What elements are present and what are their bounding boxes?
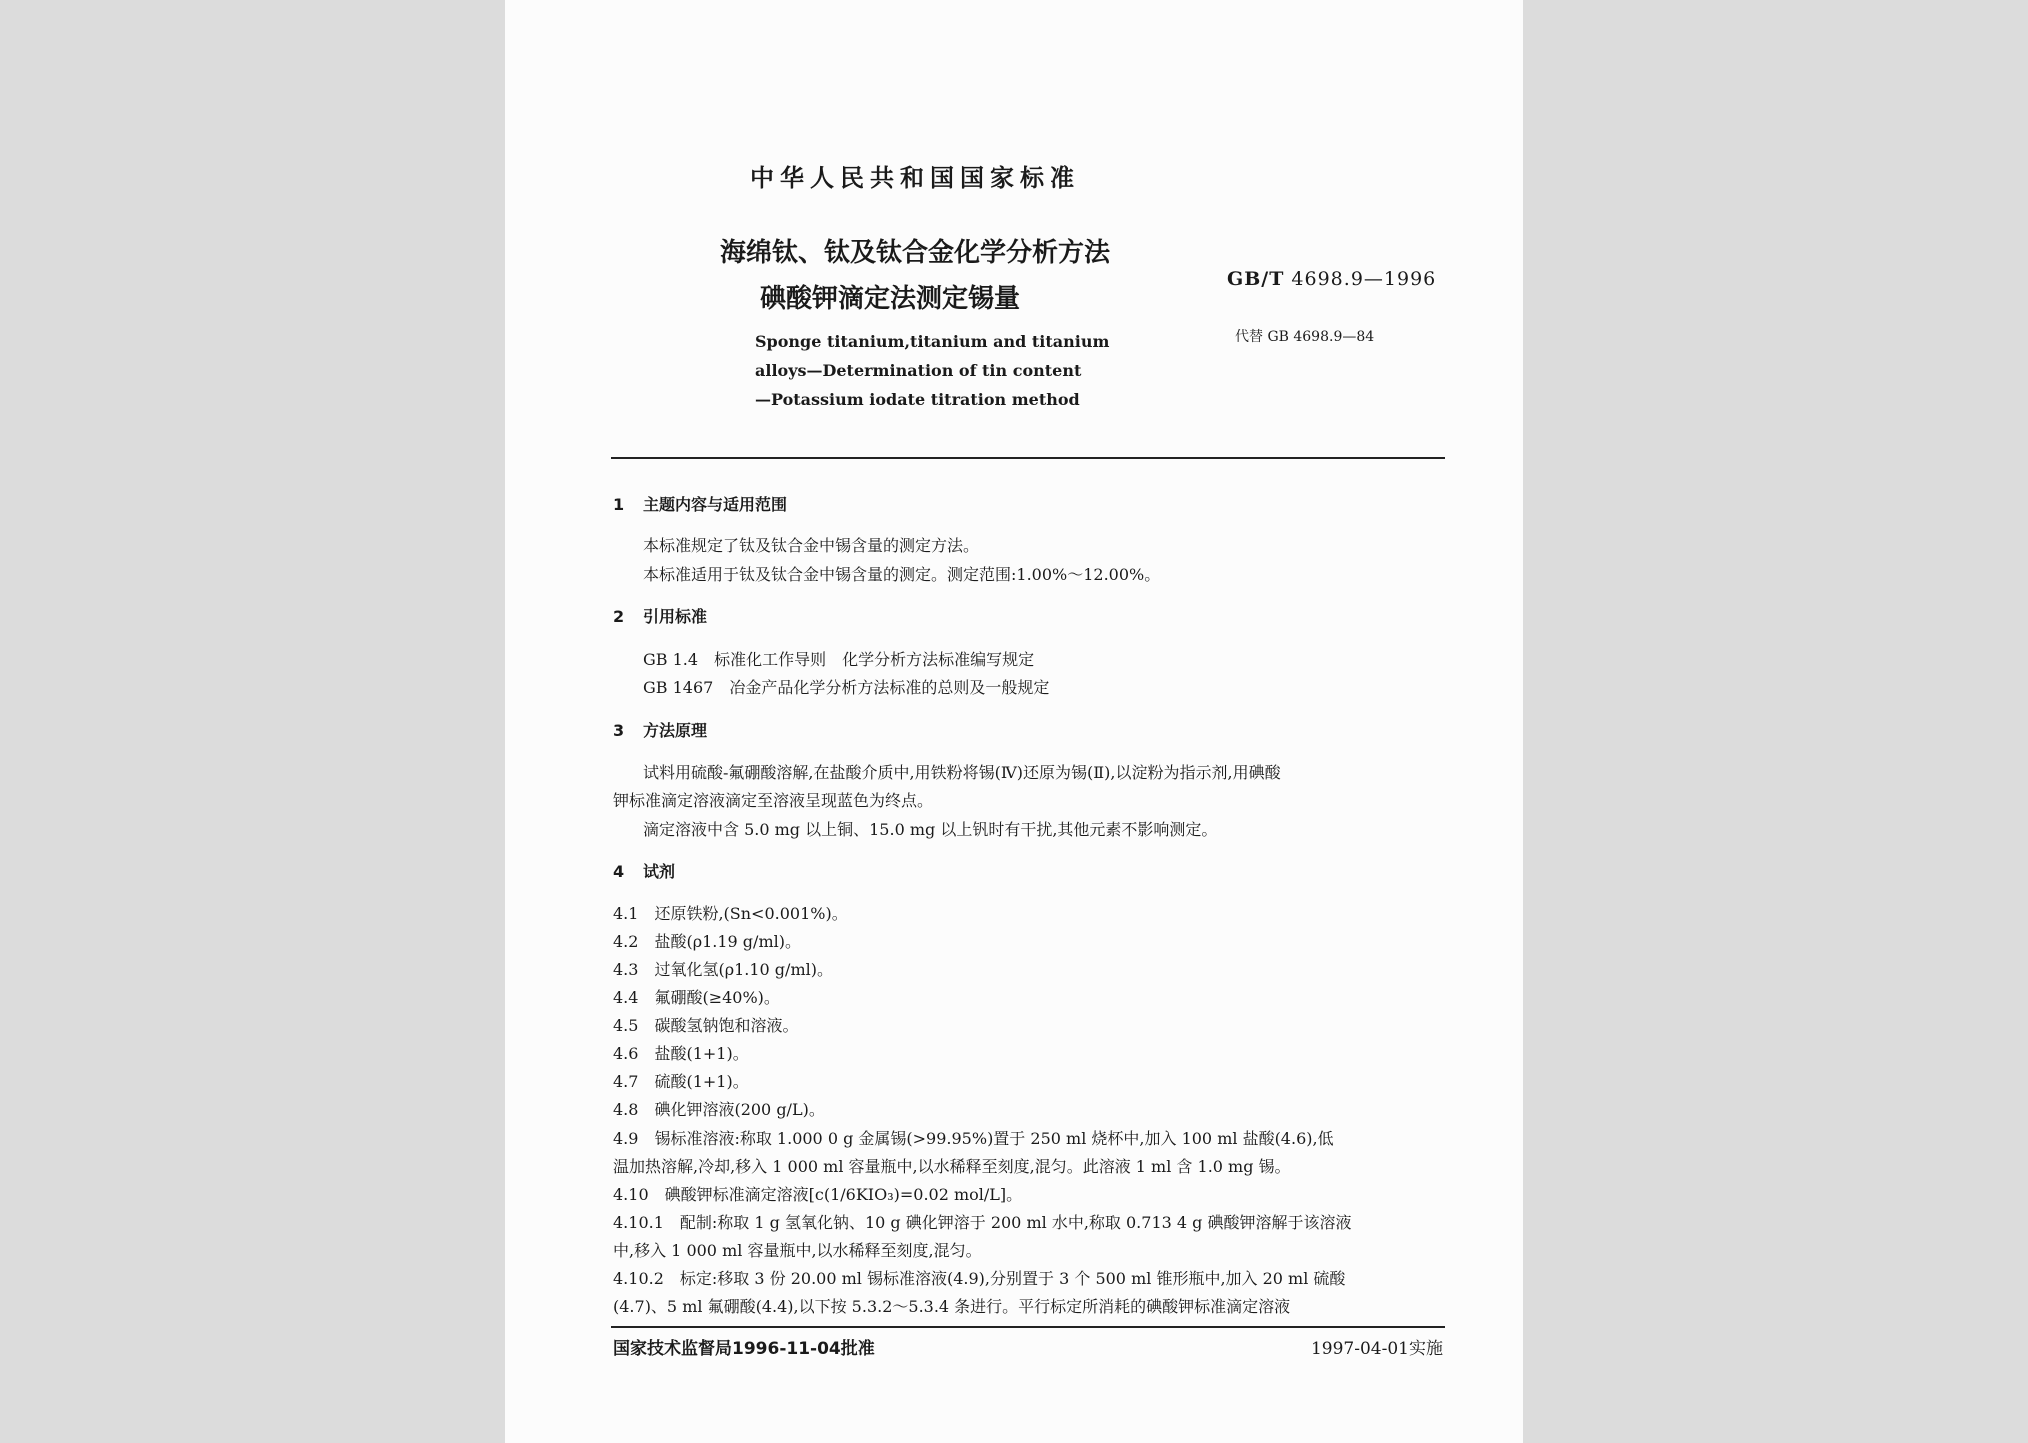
title-cn-line2: 碘酸钾滴定法测定锡量	[760, 284, 1021, 314]
title-en-line3: —Potassium iodate titration method	[755, 390, 1080, 409]
paragraph: 本标准适用于钛及钛合金中锡含量的测定。测定范围:1.00%～12.00%。	[643, 565, 1161, 584]
section-number: 1	[613, 495, 625, 514]
section-title: 方法原理	[643, 721, 708, 740]
section-number: 4	[613, 862, 625, 881]
reagent-item: 4.10 碘酸钾标准滴定溶液[c(1/6KIO₃)=0.02 mol/L]。	[613, 1185, 1023, 1204]
standard-code-prefix: GB/T	[1227, 268, 1285, 290]
reagent-item: 4.10.2 标定:移取 3 份 20.00 ml 锡标准溶液(4.9),分别置于 3 个 500 ml 锥形瓶中,加入 20 ml 硫酸	[613, 1269, 1346, 1288]
reagent-item: 4.7 硫酸(1+1)。	[613, 1072, 749, 1091]
reagent-item-continued: 中,移入 1 000 ml 容量瓶中,以水稀释至刻度,混匀。	[613, 1241, 982, 1260]
section-1-heading	[613, 492, 787, 515]
section-title: 主题内容与适用范围	[643, 495, 788, 514]
title-en-line1: Sponge titanium,titanium and titanium	[755, 332, 1110, 351]
title-cn-line1: 海绵钛、钛及钛合金化学分析方法	[720, 238, 1111, 268]
implementation-date: 1997-04-01实施	[1310, 1339, 1443, 1359]
header-divider	[611, 457, 1445, 459]
paragraph: 钾标准滴定溶液滴定至溶液呈现蓝色为终点。	[613, 791, 934, 810]
paragraph: 滴定溶液中含 5.0 mg 以上铜、15.0 mg 以上钒时有干扰,其他元素不影响测定。	[643, 820, 1218, 839]
national-standard-heading: 中华人民共和国国家标准	[750, 164, 1080, 192]
reagent-item: 4.9 锡标准溶液:称取 1.000 0 g 金属锡(>99.95%)置于 250 ml 烧杯中,加入 100 ml 盐酸(4.6),低	[613, 1129, 1334, 1148]
paragraph: 试料用硫酸-氟硼酸溶解,在盐酸介质中,用铁粉将锡(Ⅳ)还原为锡(Ⅱ),以淀粉为指示剂,用碘酸	[643, 763, 1281, 782]
reagent-item: 4.6 盐酸(1+1)。	[613, 1044, 749, 1063]
section-2-heading	[613, 604, 707, 627]
reagent-item: 4.3 过氧化氢(ρ1.10 g/ml)。	[613, 960, 833, 979]
standard-code-number: 4698.9—1996	[1291, 268, 1437, 290]
reagent-item: 4.4 氟硼酸(≥40%)。	[613, 988, 780, 1007]
reagent-item: 4.2 盐酸(ρ1.19 g/ml)。	[613, 932, 801, 951]
standard-code	[1227, 268, 1436, 290]
reagent-item: 4.8 碘化钾溶液(200 g/L)。	[613, 1100, 825, 1119]
approval-date: 国家技术监督局1996-11-04批准	[613, 1339, 875, 1359]
paragraph: 本标准规定了钛及钛合金中锡含量的测定方法。	[643, 536, 980, 555]
section-number: 2	[613, 607, 625, 626]
replaces-note: 代替 GB 4698.9—84	[1235, 329, 1375, 345]
footer-divider	[611, 1326, 1445, 1328]
section-number: 3	[613, 721, 625, 740]
section-3-heading	[613, 718, 707, 741]
reference-item: GB 1467 冶金产品化学分析方法标准的总则及一般规定	[643, 678, 1050, 697]
title-en-line2: alloys—Determination of tin content	[755, 361, 1082, 380]
document-page	[505, 0, 1523, 1443]
section-title: 试剂	[643, 862, 676, 881]
section-4-heading	[613, 859, 675, 882]
reagent-item-continued: (4.7)、5 ml 氟硼酸(4.4),以下按 5.3.2～5.3.4 条进行。平行标定所消耗的碘酸钾标准滴定溶液	[613, 1297, 1291, 1316]
reagent-item: 4.5 碳酸氢钠饱和溶液。	[613, 1016, 799, 1035]
reference-item: GB 1.4 标准化工作导则 化学分析方法标准编写规定	[643, 650, 1035, 669]
reagent-item-continued: 温加热溶解,冷却,移入 1 000 ml 容量瓶中,以水稀释至刻度,混匀。此溶液 1 ml 含 1.0 mg 锡。	[613, 1157, 1291, 1176]
reagent-item: 4.10.1 配制:称取 1 g 氢氧化钠、10 g 碘化钾溶于 200 ml 水中,称取 0.713 4 g 碘酸钾溶解于该溶液	[613, 1213, 1352, 1232]
section-title: 引用标准	[643, 607, 708, 626]
reagent-item: 4.1 还原铁粉,(Sn<0.001%)。	[613, 904, 848, 923]
